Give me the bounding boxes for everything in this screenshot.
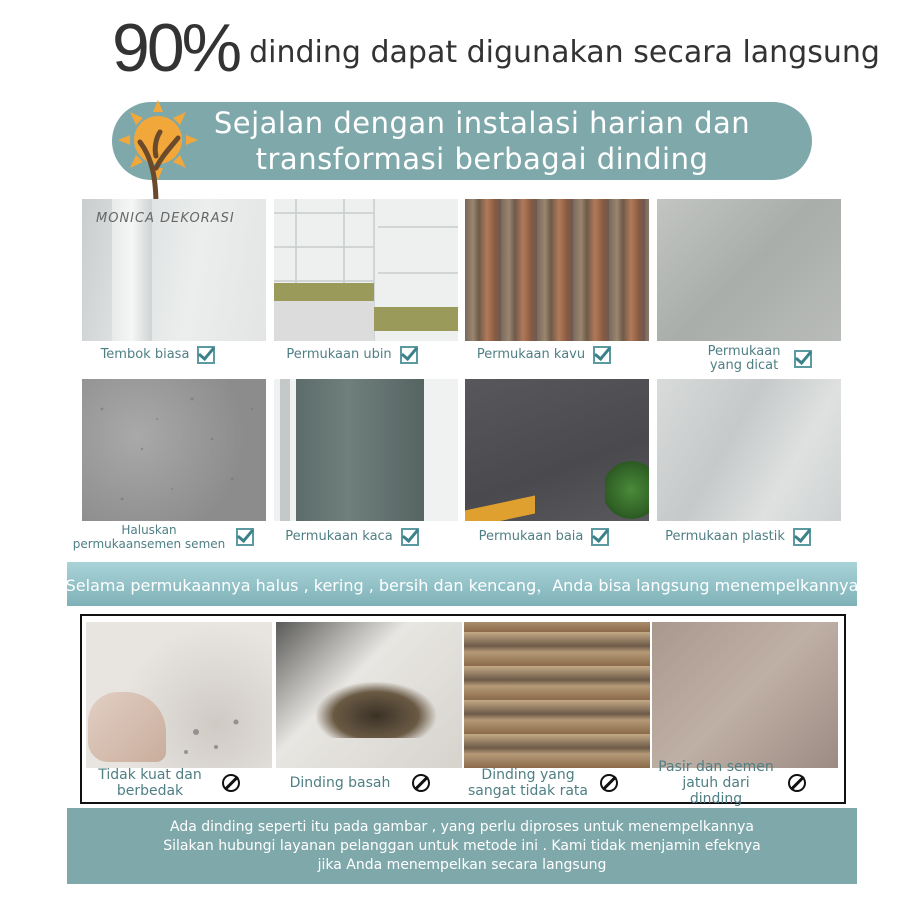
caption-text: Tembok biasa	[100, 347, 190, 362]
tile-plain-wall	[82, 199, 266, 341]
check-icon	[794, 350, 812, 368]
footer-line-1: Ada dinding seperti itu pada gambar , yang perlu diproses untuk menempelkannya	[170, 818, 754, 835]
bad-caption-0	[86, 766, 272, 800]
banner	[112, 102, 812, 180]
caption-text: Permukaan baia	[478, 529, 584, 544]
caption-1	[260, 336, 444, 374]
tile-plastic	[657, 379, 841, 521]
caption-6	[452, 518, 636, 556]
watermark: MONICA DEKORASI	[96, 211, 235, 226]
tile-wood	[465, 199, 649, 341]
bad-caption-text: Dinding basah	[289, 775, 391, 791]
bad-sandy	[652, 622, 838, 768]
headline	[112, 8, 880, 88]
prohibited-icon	[788, 774, 806, 792]
banner-line-2: transformasi berbagai dinding	[255, 142, 709, 176]
unsuitable-frame	[80, 614, 846, 807]
caption-text: Permukaan ubin	[286, 347, 392, 362]
footer-note	[67, 808, 857, 884]
tile-cement	[82, 379, 266, 521]
prohibited-icon	[222, 774, 240, 792]
bad-caption-text: Tidak kuat dan berbedak	[98, 767, 202, 799]
check-icon	[593, 346, 611, 364]
footer-line-2: Silakan hubungi layanan pelanggan untuk metode ini . Kami tidak menjamin efeknya	[163, 837, 761, 854]
check-icon	[591, 528, 609, 546]
caption-4	[70, 518, 254, 556]
bad-uneven	[464, 622, 650, 768]
prohibited-icon	[412, 774, 430, 792]
bad-caption-text: Dinding yang sangat tidak rata	[468, 767, 588, 799]
tile-ceramic	[274, 199, 458, 341]
caption-text: Haluskan permukaansemen semen	[72, 523, 226, 551]
plant-leaves	[605, 459, 649, 521]
glass-frame	[280, 379, 290, 521]
check-icon	[197, 346, 215, 364]
caption-text: Permukaan yang dicat	[707, 344, 781, 373]
sun-tree-logo	[112, 98, 204, 210]
prohibited-icon	[600, 774, 618, 792]
banner-line-1: Sejalan dengan instalasi harian dan	[213, 106, 751, 140]
bad-damp	[276, 622, 462, 768]
check-icon	[236, 528, 254, 546]
glass-pane	[296, 379, 424, 521]
check-icon	[793, 528, 811, 546]
caption-5	[260, 518, 444, 556]
caption-2	[452, 336, 636, 374]
tile-glass	[274, 379, 458, 521]
check-icon	[401, 528, 419, 546]
tile-pattern	[274, 199, 458, 341]
footer-line-3: jika Anda menempelkan secara langsung	[317, 856, 607, 873]
tile-steel	[465, 379, 649, 521]
caption-text: Permukaan kaca	[285, 529, 393, 544]
caption-text: Permukaan kavu	[476, 347, 586, 362]
bad-caption-2	[464, 766, 650, 800]
headline-percent: 90%	[112, 10, 240, 86]
caption-3	[665, 340, 849, 378]
caption-text: Permukaan plastik	[665, 529, 785, 544]
caption-7	[646, 518, 830, 556]
bad-caption-3	[652, 759, 838, 807]
cement-speckle	[82, 379, 266, 521]
condition-strip: Selama permukaannya halus , kering , bersih dan kencang，Anda bisa langsung menempelkannya	[67, 562, 857, 606]
bad-caption-text: Pasir dan semen jatuh dari dinding	[658, 759, 774, 807]
bad-powdery	[86, 622, 272, 768]
tile-painted	[657, 199, 841, 341]
headline-text: dinding dapat digunakan secara langsung	[249, 34, 880, 70]
mold-patch	[316, 682, 436, 738]
check-icon	[400, 346, 418, 364]
caption-0	[66, 336, 250, 374]
bad-caption-1	[276, 766, 462, 800]
